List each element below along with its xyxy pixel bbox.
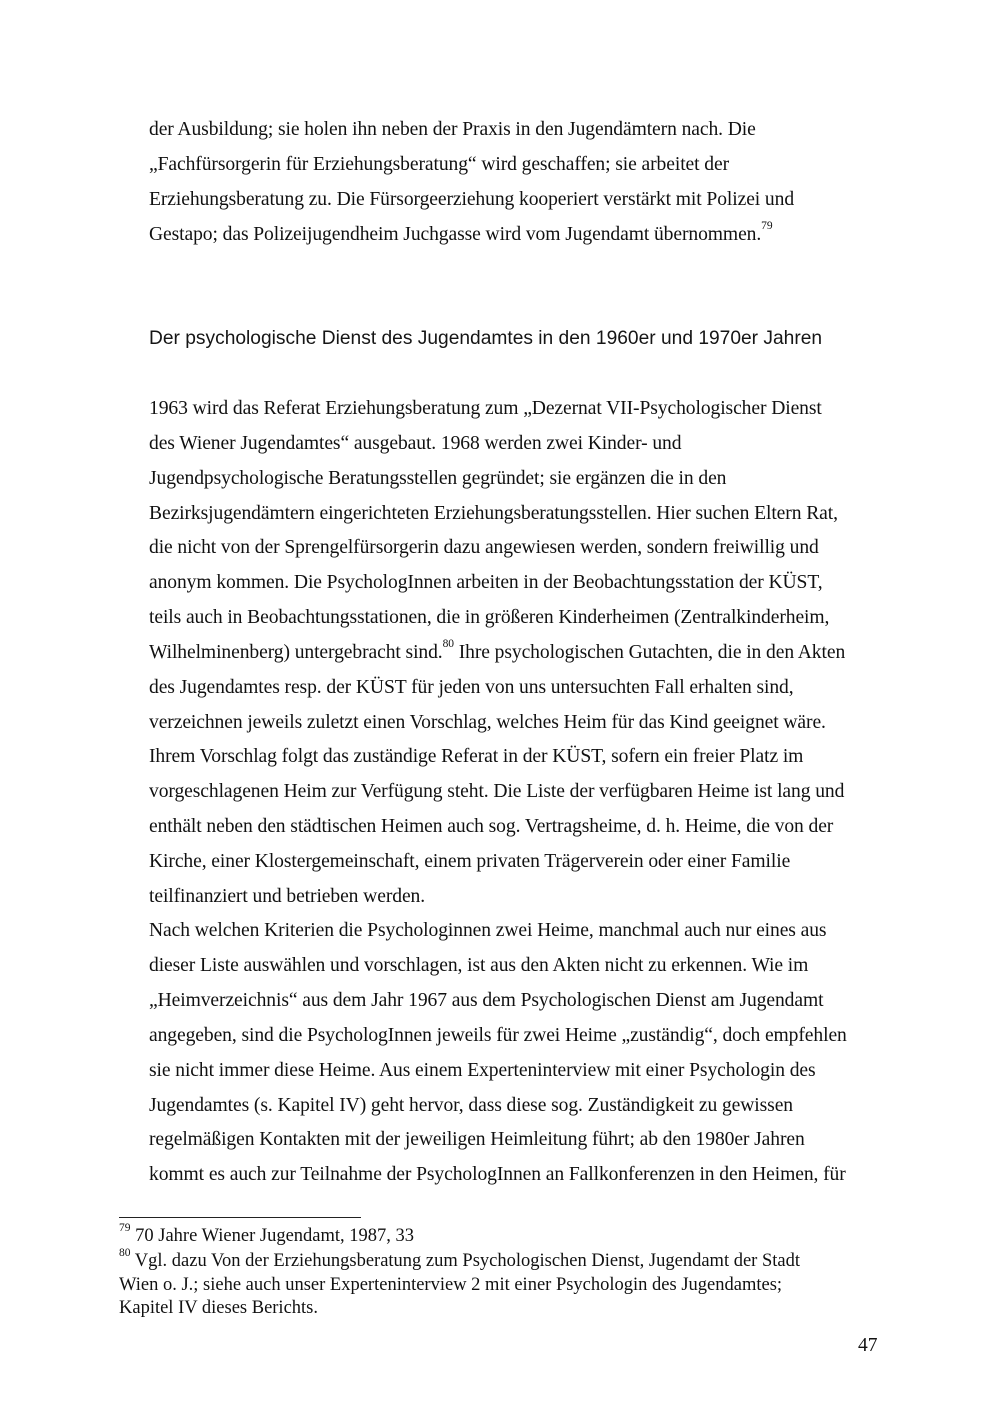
body-line: „Heimverzeichnis“ aus dem Jahr 1967 aus dem Psychologischen Dienst am Jugendamt [149,990,824,1011]
body-line: anonym kommen. Die PsychologInnen arbeiten in der Beobachtungsstation der KÜST, [149,572,823,593]
body-line: Jugendpsychologische Beratungsstellen gegründet; sie ergänzen die in den [149,468,727,489]
footnote-text: Vgl. dazu Von der Erziehungsberatung zum Psychologischen Dienst, Jugendamt der Stadt [134,1251,800,1271]
body-text: Gestapo; das Polizeijugendheim Juchgasse wird vom Jugendamt übernommen. [149,224,762,245]
footnote-ref-80[interactable]: 80 [442,638,454,651]
body-line: „Fachfürsorgerin für Erziehungsberatung“ wird geschaffen; sie arbeitet der [149,154,729,175]
body-text: Ihre psychologischen Gutachten, die in den Akten [453,642,846,663]
body-line: teilfinanziert und betrieben werden. [149,886,426,907]
footnote-ref-79[interactable]: 79 [761,220,773,233]
footnote-number: 80 [119,1246,131,1259]
body-line [149,638,846,665]
body-line: der Ausbildung; sie holen ihn neben der Praxis in den Jugendämtern nach. Die [149,119,756,140]
footnote-80 [119,1246,800,1272]
body-line: enthält neben den städtischen Heimen auch sog. Vertragsheime, d. h. Heime, die von der [149,816,834,837]
body-line: dieser Liste auswählen und vorschlagen, ist aus den Akten nicht zu erkennen. Wie im [149,955,809,976]
body-line: Kirche, einer Klostergemeinschaft, einem privaten Trägerverein oder einer Familie [149,851,791,872]
footnote-number: 79 [119,1221,131,1234]
body-text: Wilhelminenberg) untergebracht sind. [149,642,443,663]
body-line: regelmäßigen Kontakten mit der jeweiligen Heimleitung führt; ab den 1980er Jahren [149,1129,805,1150]
body-line: teils auch in Beobachtungsstationen, die in größeren Kinderheimen (Zentralkinderheim, [149,607,830,628]
body-line: Erziehungsberatung zu. Die Fürsorgeerziehung kooperiert verstärkt mit Polizei und [149,189,795,210]
body-line: sie nicht immer diese Heime. Aus einem Experteninterview mit einer Psychologin des [149,1060,816,1081]
section-heading: Der psychologische Dienst des Jugendamtes in den 1960er und 1970er Jahren [149,328,823,349]
body-line: Nach welchen Kriterien die Psychologinnen zwei Heime, manchmal auch nur eines aus [149,920,827,941]
body-line: des Jugendamtes resp. der KÜST für jeden von uns untersuchten Fall erhalten sind, [149,677,794,698]
page-number: 47 [858,1335,878,1356]
body-line: angegeben, sind die PsychologInnen jeweils für zwei Heime „zuständig“, doch empfehlen [149,1025,847,1046]
body-line: die nicht von der Sprengelfürsorgerin dazu angewiesen werden, sondern freiwillig und [149,537,819,558]
footnote-text: 70 Jahre Wiener Jugendamt, 1987, 33 [135,1226,415,1246]
footnote-line: Kapitel IV dieses Berichts. [119,1298,319,1318]
body-line: des Wiener Jugendamtes“ ausgebaut. 1968 werden zwei Kinder- und [149,433,682,454]
body-line: Jugendamtes (s. Kapitel IV) geht hervor, dass diese sog. Zuständigkeit zu gewissen [149,1095,793,1116]
body-line: kommt es auch zur Teilnahme der PsychologInnen an Fallkonferenzen in den Heimen, für [149,1164,846,1185]
body-line [149,220,773,247]
body-line: vorgeschlagenen Heim zur Verfügung steht. Die Liste der verfügbaren Heime ist lang und [149,781,845,802]
footnote-separator [119,1217,361,1218]
body-line: Ihrem Vorschlag folgt das zuständige Referat in der KÜST, sofern ein freier Platz im [149,746,804,767]
body-line: Bezirksjugendämtern eingerichteten Erziehungsberatungsstellen. Hier suchen Eltern Rat, [149,503,838,524]
footnote-79 [119,1221,415,1247]
body-line: verzeichnen jeweils zuletzt einen Vorschlag, welches Heim für das Kind geeignet wäre. [149,712,826,733]
body-line: 1963 wird das Referat Erziehungsberatung zum „Dezernat VII-Psychologischer Dienst [149,398,822,419]
footnote-line: Wien o. J.; siehe auch unser Experteninterview 2 mit einer Psychologin des Jugendamtes; [119,1275,783,1295]
